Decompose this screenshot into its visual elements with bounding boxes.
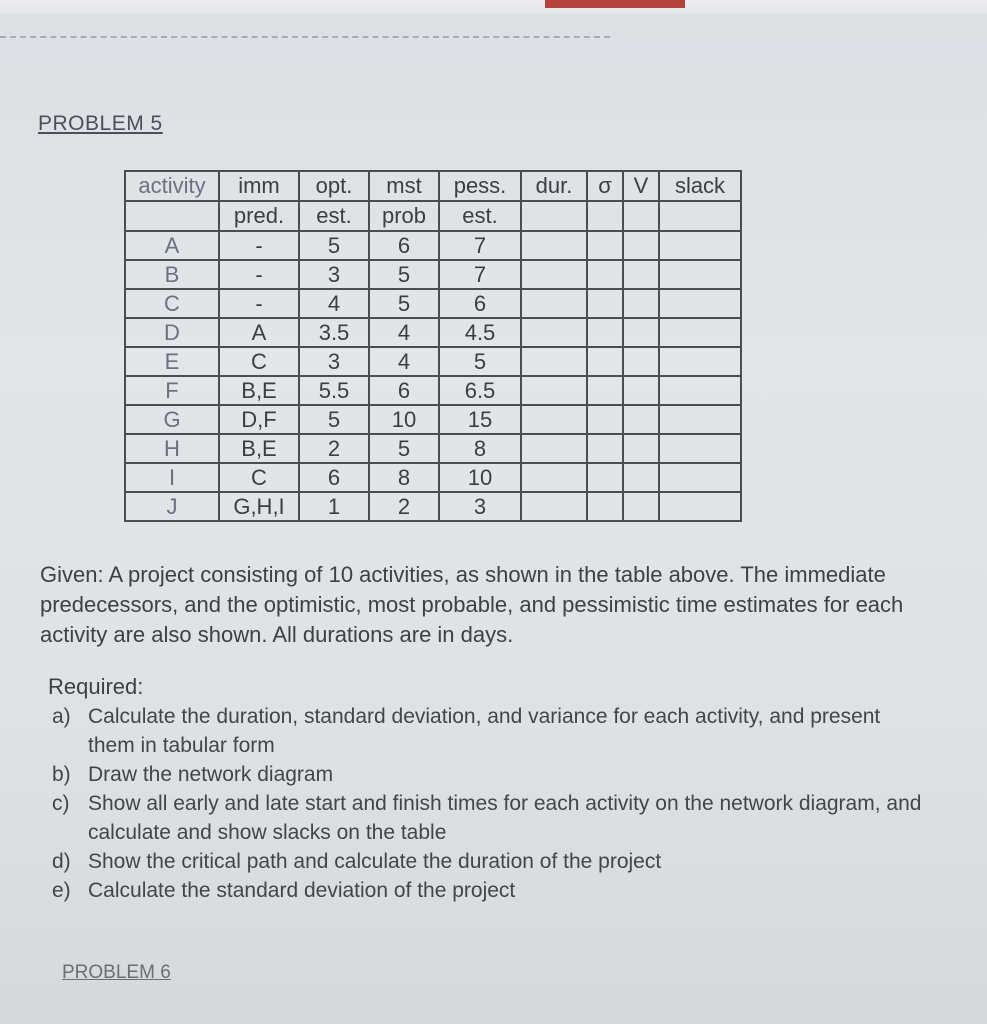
required-heading: Required: [48, 674, 144, 699]
table-cell [587, 347, 623, 376]
header-pess: pess. [439, 171, 521, 201]
table-cell: 5 [369, 260, 439, 289]
table-cell [587, 289, 623, 318]
table-cell [623, 318, 659, 347]
table-row [125, 231, 741, 260]
table-cell: 3 [299, 347, 369, 376]
given-paragraph: Given: A project consisting of 10 activities, as shown in the table above. The immediate predecessors, and the optimistic, most probable, and pessimistic time estimates for each activity are also shown. All durations are in days. [40, 562, 904, 647]
table-cell [521, 405, 587, 434]
next-problem-title: PROBLEM 6 [62, 962, 171, 983]
table-cell [521, 318, 587, 347]
table-header-row [125, 171, 741, 201]
table-row [125, 492, 741, 521]
list-item-text: Show the critical path and calculate the duration of the project [88, 850, 662, 873]
table-cell [623, 231, 659, 260]
list-item-letter: e) [52, 879, 71, 902]
table-cell [521, 492, 587, 521]
table-cell: E [125, 347, 219, 376]
header-mst: mst [369, 171, 439, 201]
table-cell [521, 434, 587, 463]
table-cell: A [219, 318, 299, 347]
table-cell [623, 434, 659, 463]
table-cell [659, 318, 741, 347]
header-sigma: σ [587, 171, 623, 201]
list-item-letter: b) [52, 763, 71, 786]
table-cell [587, 434, 623, 463]
list-item-text: Calculate the standard deviation of the project [88, 879, 516, 902]
table-cell: C [219, 347, 299, 376]
list-item-letter: c) [52, 792, 70, 815]
table-row [125, 347, 741, 376]
list-item-letter: a) [52, 705, 71, 728]
table-cell: 3 [439, 492, 521, 521]
table-cell [521, 289, 587, 318]
table-cell [659, 434, 741, 463]
table-cell: - [219, 260, 299, 289]
list-item-text: Show all early and late start and finish times for each activity on the network diagram, and calculate and show slacks on the table [88, 792, 922, 844]
table-cell [659, 260, 741, 289]
table-cell [659, 376, 741, 405]
table-cell: 10 [369, 405, 439, 434]
table-cell: B,E [219, 376, 299, 405]
table-cell [659, 289, 741, 318]
list-item-text: Draw the network diagram [88, 763, 334, 786]
table-row [125, 376, 741, 405]
problem-title: PROBLEM 5 [38, 112, 163, 135]
header2-pred: pred. [219, 201, 299, 231]
table-cell: 1 [299, 492, 369, 521]
table-cell: D,F [219, 405, 299, 434]
table-body [125, 231, 741, 521]
table-cell: G,H,I [219, 492, 299, 521]
table-cell: C [125, 289, 219, 318]
required-list [52, 702, 932, 905]
header-activity: activity [125, 171, 219, 201]
table-cell: 4.5 [439, 318, 521, 347]
header-dur: dur. [521, 171, 587, 201]
table-cell [659, 463, 741, 492]
table-cell: - [219, 289, 299, 318]
table-cell: 2 [369, 492, 439, 521]
table-cell: 7 [439, 231, 521, 260]
header2-variance [623, 201, 659, 231]
table-cell [587, 492, 623, 521]
table-cell [587, 260, 623, 289]
table-cell: 2 [299, 434, 369, 463]
activity-table [124, 170, 742, 522]
table-cell: 5 [299, 405, 369, 434]
top-accent-bar [545, 0, 685, 8]
table-cell: 6 [369, 231, 439, 260]
table-cell: 4 [369, 347, 439, 376]
header2-sigma [587, 201, 623, 231]
header-slack: slack [659, 171, 741, 201]
table-cell: J [125, 492, 219, 521]
table-cell: 3 [299, 260, 369, 289]
table-cell: B,E [219, 434, 299, 463]
list-item [52, 760, 932, 789]
table-cell [623, 376, 659, 405]
table-cell: 8 [369, 463, 439, 492]
table-cell [623, 260, 659, 289]
header2-dur [521, 201, 587, 231]
table-row [125, 405, 741, 434]
table-header-row-2 [125, 201, 741, 231]
table-cell [623, 347, 659, 376]
table-cell [521, 260, 587, 289]
table-cell [587, 231, 623, 260]
list-item [52, 876, 932, 905]
table-cell [521, 463, 587, 492]
table-cell [521, 376, 587, 405]
table-cell: F [125, 376, 219, 405]
table-cell: 6.5 [439, 376, 521, 405]
table-cell: 15 [439, 405, 521, 434]
header2-est: est. [299, 201, 369, 231]
table-cell [587, 463, 623, 492]
table-cell: G [125, 405, 219, 434]
table-cell [659, 231, 741, 260]
table-cell [587, 318, 623, 347]
header-opt: opt. [299, 171, 369, 201]
header2-slack [659, 201, 741, 231]
table-cell: H [125, 434, 219, 463]
table-cell: A [125, 231, 219, 260]
table-row [125, 463, 741, 492]
header2-activity [125, 201, 219, 231]
header-imm: imm [219, 171, 299, 201]
table-cell [623, 463, 659, 492]
table-cell: 6 [369, 376, 439, 405]
dashed-divider [0, 36, 610, 38]
table-cell: 5 [299, 231, 369, 260]
table-cell: 6 [299, 463, 369, 492]
header-variance: V [623, 171, 659, 201]
list-item [52, 789, 932, 847]
table-cell: 4 [369, 318, 439, 347]
table-cell [521, 231, 587, 260]
table-row [125, 260, 741, 289]
table-cell: 5 [369, 289, 439, 318]
table-cell: D [125, 318, 219, 347]
table-cell [659, 492, 741, 521]
list-item-letter: d) [52, 850, 71, 873]
table-row [125, 318, 741, 347]
header2-prob: prob [369, 201, 439, 231]
table-cell: 5 [439, 347, 521, 376]
top-page-strip [0, 0, 987, 14]
table-cell: 8 [439, 434, 521, 463]
table-cell [623, 492, 659, 521]
table-cell: I [125, 463, 219, 492]
table-row [125, 289, 741, 318]
table-cell: C [219, 463, 299, 492]
table-cell: 10 [439, 463, 521, 492]
table-cell [623, 405, 659, 434]
table-cell [659, 347, 741, 376]
table-cell [587, 405, 623, 434]
table-cell: B [125, 260, 219, 289]
table-cell [623, 289, 659, 318]
table-cell [659, 405, 741, 434]
table-cell: - [219, 231, 299, 260]
table-cell: 3.5 [299, 318, 369, 347]
list-item [52, 702, 932, 760]
table-cell: 6 [439, 289, 521, 318]
table-cell [587, 376, 623, 405]
table-cell: 7 [439, 260, 521, 289]
list-item [52, 847, 932, 876]
table-cell: 4 [299, 289, 369, 318]
table-row [125, 434, 741, 463]
table-cell [521, 347, 587, 376]
header2-est-pess: est. [439, 201, 521, 231]
list-item-text: Calculate the duration, standard deviation, and variance for each activity, and present them in tabular form [88, 705, 881, 757]
table-cell: 5.5 [299, 376, 369, 405]
table-cell: 5 [369, 434, 439, 463]
